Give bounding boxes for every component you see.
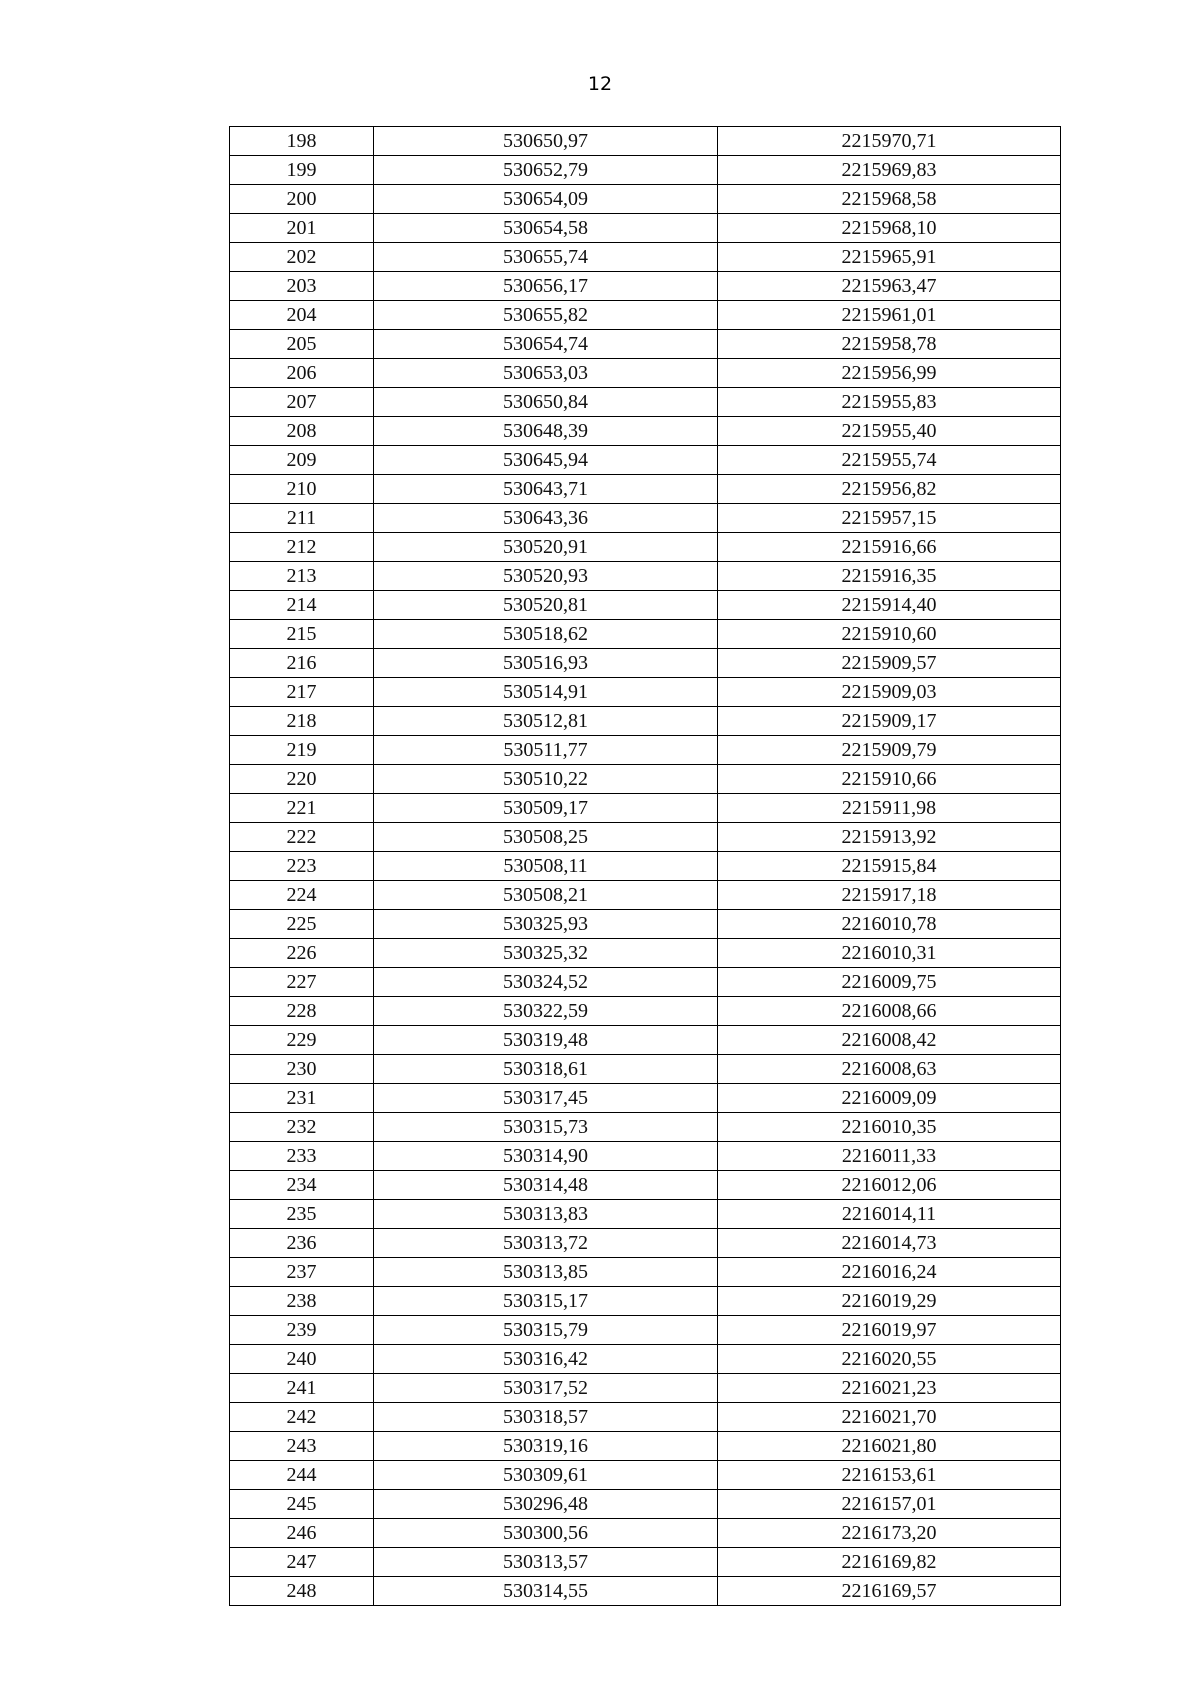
table-row	[230, 1258, 1061, 1287]
table-row	[230, 1548, 1061, 1577]
table-row	[230, 1026, 1061, 1055]
x-coordinate-cell: 530314,48	[374, 1171, 718, 1200]
table-row	[230, 1403, 1061, 1432]
x-coordinate-cell: 530514,91	[374, 678, 718, 707]
y-coordinate-cell: 2216014,11	[718, 1200, 1061, 1229]
x-coordinate-cell: 530316,42	[374, 1345, 718, 1374]
table-row	[230, 1287, 1061, 1316]
y-coordinate-cell: 2216153,61	[718, 1461, 1061, 1490]
y-coordinate-cell: 2215909,03	[718, 678, 1061, 707]
table-row	[230, 1461, 1061, 1490]
x-coordinate-cell: 530508,21	[374, 881, 718, 910]
y-coordinate-cell: 2215910,66	[718, 765, 1061, 794]
table-row	[230, 707, 1061, 736]
point-number-cell: 213	[230, 562, 374, 591]
x-coordinate-cell: 530648,39	[374, 417, 718, 446]
y-coordinate-cell: 2216012,06	[718, 1171, 1061, 1200]
table-row	[230, 359, 1061, 388]
point-number-cell: 225	[230, 910, 374, 939]
table-row	[230, 997, 1061, 1026]
table-row	[230, 1374, 1061, 1403]
table-row	[230, 504, 1061, 533]
table-row	[230, 620, 1061, 649]
y-coordinate-cell: 2215955,74	[718, 446, 1061, 475]
x-coordinate-cell: 530655,82	[374, 301, 718, 330]
x-coordinate-cell: 530315,73	[374, 1113, 718, 1142]
x-coordinate-cell: 530324,52	[374, 968, 718, 997]
x-coordinate-cell: 530314,90	[374, 1142, 718, 1171]
point-number-cell: 231	[230, 1084, 374, 1113]
point-number-cell: 201	[230, 214, 374, 243]
y-coordinate-cell: 2216014,73	[718, 1229, 1061, 1258]
x-coordinate-cell: 530643,36	[374, 504, 718, 533]
y-coordinate-cell: 2215909,79	[718, 736, 1061, 765]
table-row	[230, 127, 1061, 156]
y-coordinate-cell: 2216010,31	[718, 939, 1061, 968]
x-coordinate-cell: 530313,85	[374, 1258, 718, 1287]
table-row	[230, 1345, 1061, 1374]
y-coordinate-cell: 2215909,57	[718, 649, 1061, 678]
table-row	[230, 881, 1061, 910]
point-number-cell: 233	[230, 1142, 374, 1171]
y-coordinate-cell: 2215965,91	[718, 243, 1061, 272]
x-coordinate-cell: 530520,81	[374, 591, 718, 620]
y-coordinate-cell: 2216019,29	[718, 1287, 1061, 1316]
x-coordinate-cell: 530655,74	[374, 243, 718, 272]
table-row	[230, 533, 1061, 562]
y-coordinate-cell: 2216020,55	[718, 1345, 1061, 1374]
point-number-cell: 245	[230, 1490, 374, 1519]
table-row	[230, 1316, 1061, 1345]
x-coordinate-cell: 530296,48	[374, 1490, 718, 1519]
coordinates-table-body	[230, 127, 1061, 1606]
y-coordinate-cell: 2215968,10	[718, 214, 1061, 243]
point-number-cell: 200	[230, 185, 374, 214]
point-number-cell: 214	[230, 591, 374, 620]
y-coordinate-cell: 2216157,01	[718, 1490, 1061, 1519]
x-coordinate-cell: 530313,72	[374, 1229, 718, 1258]
y-coordinate-cell: 2215968,58	[718, 185, 1061, 214]
table-row	[230, 243, 1061, 272]
x-coordinate-cell: 530654,58	[374, 214, 718, 243]
y-coordinate-cell: 2216008,66	[718, 997, 1061, 1026]
y-coordinate-cell: 2215915,84	[718, 852, 1061, 881]
y-coordinate-cell: 2215961,01	[718, 301, 1061, 330]
x-coordinate-cell: 530317,45	[374, 1084, 718, 1113]
table-row	[230, 185, 1061, 214]
x-coordinate-cell: 530650,97	[374, 127, 718, 156]
table-row	[230, 1229, 1061, 1258]
point-number-cell: 216	[230, 649, 374, 678]
point-number-cell: 220	[230, 765, 374, 794]
y-coordinate-cell: 2215909,17	[718, 707, 1061, 736]
x-coordinate-cell: 530300,56	[374, 1519, 718, 1548]
y-coordinate-cell: 2216010,78	[718, 910, 1061, 939]
x-coordinate-cell: 530309,61	[374, 1461, 718, 1490]
point-number-cell: 199	[230, 156, 374, 185]
x-coordinate-cell: 530322,59	[374, 997, 718, 1026]
point-number-cell: 244	[230, 1461, 374, 1490]
x-coordinate-cell: 530654,09	[374, 185, 718, 214]
table-row	[230, 417, 1061, 446]
page-number: 12	[587, 73, 613, 95]
y-coordinate-cell: 2215916,35	[718, 562, 1061, 591]
y-coordinate-cell: 2215911,98	[718, 794, 1061, 823]
y-coordinate-cell: 2215956,82	[718, 475, 1061, 504]
y-coordinate-cell: 2216021,80	[718, 1432, 1061, 1461]
x-coordinate-cell: 530318,61	[374, 1055, 718, 1084]
point-number-cell: 198	[230, 127, 374, 156]
table-row	[230, 852, 1061, 881]
table-row	[230, 1432, 1061, 1461]
point-number-cell: 229	[230, 1026, 374, 1055]
table-row	[230, 678, 1061, 707]
point-number-cell: 241	[230, 1374, 374, 1403]
y-coordinate-cell: 2216008,63	[718, 1055, 1061, 1084]
x-coordinate-cell: 530645,94	[374, 446, 718, 475]
point-number-cell: 207	[230, 388, 374, 417]
y-coordinate-cell: 2216169,57	[718, 1577, 1061, 1606]
table-row	[230, 591, 1061, 620]
table-row	[230, 1142, 1061, 1171]
point-number-cell: 246	[230, 1519, 374, 1548]
x-coordinate-cell: 530520,91	[374, 533, 718, 562]
point-number-cell: 221	[230, 794, 374, 823]
point-number-cell: 222	[230, 823, 374, 852]
point-number-cell: 242	[230, 1403, 374, 1432]
y-coordinate-cell: 2216010,35	[718, 1113, 1061, 1142]
table-row	[230, 1519, 1061, 1548]
point-number-cell: 212	[230, 533, 374, 562]
table-row	[230, 388, 1061, 417]
x-coordinate-cell: 530314,55	[374, 1577, 718, 1606]
y-coordinate-cell: 2216019,97	[718, 1316, 1061, 1345]
table-row	[230, 272, 1061, 301]
point-number-cell: 235	[230, 1200, 374, 1229]
table-row	[230, 1084, 1061, 1113]
y-coordinate-cell: 2215914,40	[718, 591, 1061, 620]
x-coordinate-cell: 530508,25	[374, 823, 718, 852]
y-coordinate-cell: 2215916,66	[718, 533, 1061, 562]
x-coordinate-cell: 530509,17	[374, 794, 718, 823]
x-coordinate-cell: 530650,84	[374, 388, 718, 417]
y-coordinate-cell: 2215969,83	[718, 156, 1061, 185]
point-number-cell: 217	[230, 678, 374, 707]
y-coordinate-cell: 2216011,33	[718, 1142, 1061, 1171]
point-number-cell: 248	[230, 1577, 374, 1606]
table-row	[230, 910, 1061, 939]
point-number-cell: 204	[230, 301, 374, 330]
y-coordinate-cell: 2216021,70	[718, 1403, 1061, 1432]
y-coordinate-cell: 2215956,99	[718, 359, 1061, 388]
y-coordinate-cell: 2216008,42	[718, 1026, 1061, 1055]
x-coordinate-cell: 530643,71	[374, 475, 718, 504]
table-row	[230, 649, 1061, 678]
point-number-cell: 203	[230, 272, 374, 301]
point-number-cell: 210	[230, 475, 374, 504]
point-number-cell: 239	[230, 1316, 374, 1345]
y-coordinate-cell: 2216173,20	[718, 1519, 1061, 1548]
y-coordinate-cell: 2215955,40	[718, 417, 1061, 446]
x-coordinate-cell: 530313,57	[374, 1548, 718, 1577]
table-row	[230, 765, 1061, 794]
x-coordinate-cell: 530313,83	[374, 1200, 718, 1229]
point-number-cell: 226	[230, 939, 374, 968]
x-coordinate-cell: 530315,79	[374, 1316, 718, 1345]
point-number-cell: 202	[230, 243, 374, 272]
x-coordinate-cell: 530325,32	[374, 939, 718, 968]
y-coordinate-cell: 2215910,60	[718, 620, 1061, 649]
point-number-cell: 237	[230, 1258, 374, 1287]
x-coordinate-cell: 530315,17	[374, 1287, 718, 1316]
point-number-cell: 230	[230, 1055, 374, 1084]
table-row	[230, 939, 1061, 968]
table-row	[230, 794, 1061, 823]
x-coordinate-cell: 530518,62	[374, 620, 718, 649]
point-number-cell: 205	[230, 330, 374, 359]
y-coordinate-cell: 2216009,09	[718, 1084, 1061, 1113]
x-coordinate-cell: 530508,11	[374, 852, 718, 881]
point-number-cell: 228	[230, 997, 374, 1026]
point-number-cell: 223	[230, 852, 374, 881]
table-row	[230, 1171, 1061, 1200]
table-row	[230, 330, 1061, 359]
point-number-cell: 232	[230, 1113, 374, 1142]
point-number-cell: 238	[230, 1287, 374, 1316]
x-coordinate-cell: 530654,74	[374, 330, 718, 359]
table-row	[230, 1055, 1061, 1084]
x-coordinate-cell: 530516,93	[374, 649, 718, 678]
table-row	[230, 446, 1061, 475]
point-number-cell: 236	[230, 1229, 374, 1258]
table-row	[230, 214, 1061, 243]
y-coordinate-cell: 2215958,78	[718, 330, 1061, 359]
point-number-cell: 211	[230, 504, 374, 533]
point-number-cell: 219	[230, 736, 374, 765]
point-number-cell: 227	[230, 968, 374, 997]
point-number-cell: 208	[230, 417, 374, 446]
table-row	[230, 156, 1061, 185]
y-coordinate-cell: 2215913,92	[718, 823, 1061, 852]
y-coordinate-cell: 2215917,18	[718, 881, 1061, 910]
x-coordinate-cell: 530511,77	[374, 736, 718, 765]
x-coordinate-cell: 530512,81	[374, 707, 718, 736]
y-coordinate-cell: 2215963,47	[718, 272, 1061, 301]
point-number-cell: 209	[230, 446, 374, 475]
table-row	[230, 1490, 1061, 1519]
point-number-cell: 234	[230, 1171, 374, 1200]
table-row	[230, 823, 1061, 852]
x-coordinate-cell: 530520,93	[374, 562, 718, 591]
x-coordinate-cell: 530319,48	[374, 1026, 718, 1055]
point-number-cell: 224	[230, 881, 374, 910]
coordinates-table	[229, 126, 1061, 1606]
y-coordinate-cell: 2216009,75	[718, 968, 1061, 997]
point-number-cell: 240	[230, 1345, 374, 1374]
x-coordinate-cell: 530652,79	[374, 156, 718, 185]
table-row	[230, 475, 1061, 504]
point-number-cell: 247	[230, 1548, 374, 1577]
x-coordinate-cell: 530510,22	[374, 765, 718, 794]
point-number-cell: 218	[230, 707, 374, 736]
table-row	[230, 562, 1061, 591]
x-coordinate-cell: 530319,16	[374, 1432, 718, 1461]
y-coordinate-cell: 2216016,24	[718, 1258, 1061, 1287]
table-row	[230, 1113, 1061, 1142]
point-number-cell: 215	[230, 620, 374, 649]
y-coordinate-cell: 2215957,15	[718, 504, 1061, 533]
point-number-cell: 206	[230, 359, 374, 388]
point-number-cell: 243	[230, 1432, 374, 1461]
x-coordinate-cell: 530318,57	[374, 1403, 718, 1432]
table-row	[230, 736, 1061, 765]
x-coordinate-cell: 530317,52	[374, 1374, 718, 1403]
y-coordinate-cell: 2216021,23	[718, 1374, 1061, 1403]
x-coordinate-cell: 530656,17	[374, 272, 718, 301]
table-row	[230, 968, 1061, 997]
table-row	[230, 301, 1061, 330]
x-coordinate-cell: 530653,03	[374, 359, 718, 388]
table-row	[230, 1200, 1061, 1229]
y-coordinate-cell: 2216169,82	[718, 1548, 1061, 1577]
table-row	[230, 1577, 1061, 1606]
y-coordinate-cell: 2215955,83	[718, 388, 1061, 417]
y-coordinate-cell: 2215970,71	[718, 127, 1061, 156]
x-coordinate-cell: 530325,93	[374, 910, 718, 939]
